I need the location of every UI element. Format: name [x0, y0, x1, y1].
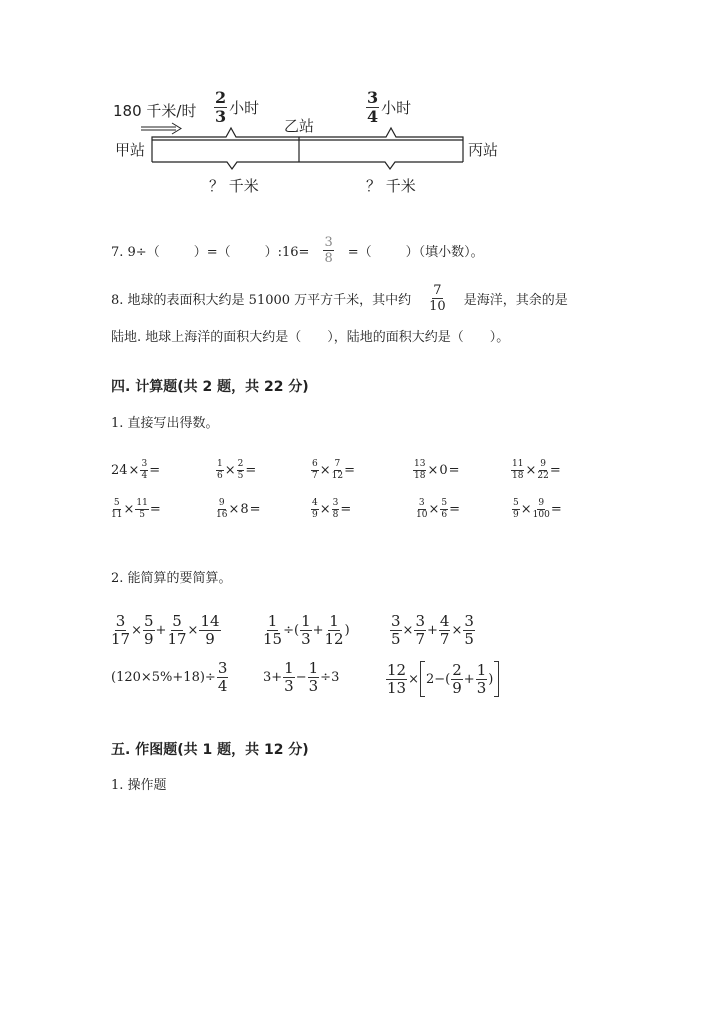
time-label-2: $\frac{3}{4}$ 小时: [367, 88, 412, 126]
station-c-label: 丙站: [468, 141, 499, 159]
unknown-distance-1: ？ 千米: [209, 177, 259, 195]
simplify-5: 3+ $\frac{1}{3}$ − $\frac{1}{3}$ ÷3: [263, 659, 340, 695]
speed-label: 180 千米/时: [113, 102, 197, 120]
time-label-1: $\frac{2}{3}$ 小时: [215, 88, 260, 126]
direct-calc-9: $\frac{3}{10}$ × $\frac{5}{6}$ =: [416, 498, 460, 520]
simplify-3: $\frac{3}{5}$ × $\frac{3}{7}$ + $\frac{4}{7}$ × $\frac{3}{5}$: [391, 612, 474, 648]
station-b-label: 乙站: [284, 117, 315, 135]
direct-calc-2: $\frac{1}{6}$ × $\frac{2}{5}$ =: [217, 459, 257, 481]
diagram-lines: [0, 0, 720, 210]
simplify-6: $\frac{12}{13}$ × 2−( $\frac{2}{9}$ + $\frac{1}{3}$ ): [386, 661, 499, 697]
unknown-distance-2: ？ 千米: [366, 177, 416, 195]
q8-fraction: $\frac{7}{10}$: [429, 283, 446, 314]
simplify-1: $\frac{3}{17}$ × $\frac{5}{9}$ + $\frac{5}{17}$ × $\frac{14}{9}$: [111, 612, 220, 648]
question-7: 7. 9÷（ ）=（ ）:16= $\frac{3}{8}$ =（ ）（填小数）。: [111, 235, 484, 266]
section-4-q2-title: 2. 能简算的要简算。: [111, 571, 232, 586]
direct-calc-6: $\frac{5}{11}$ × $\frac{11}{5}$ =: [111, 498, 161, 520]
direct-calc-5: $\frac{11}{18}$ × $\frac{9}{22}$ =: [512, 459, 561, 481]
question-8-line-1: 8. 地球的表面积大约是 51000 万平方千米，其中约 $\frac{7}{10}$ 是海洋，其余的是: [111, 283, 568, 314]
simplify-2: $\frac{1}{15}$ ÷( $\frac{1}{3}$ + $\frac{1}{12}$ ): [263, 612, 350, 648]
section-4-title: 四. 计算题(共 2 题，共 22 分): [111, 379, 309, 395]
direct-calc-3: $\frac{6}{7}$ × $\frac{7}{12}$ =: [312, 459, 355, 481]
section-4-q1-title: 1. 直接写出得数。: [111, 416, 219, 431]
question-8-line-2: 陆地. 地球上海洋的面积大约是（ ），陆地的面积大约是（ ）。: [111, 330, 510, 345]
direct-calc-10: $\frac{5}{9}$ × $\frac{9}{100}$ =: [513, 498, 562, 520]
q7-fraction: $\frac{3}{8}$: [324, 235, 333, 266]
simplify-4: (120×5%+18)÷ $\frac{3}{4}$: [111, 659, 228, 695]
station-a-label: 甲站: [115, 141, 146, 159]
direct-calc-8: $\frac{4}{9}$ × $\frac{3}{8}$ =: [312, 498, 352, 520]
direct-calc-4: $\frac{13}{18}$ × 0 =: [414, 459, 460, 481]
section-5-q1-title: 1. 操作题: [111, 778, 167, 793]
direct-calc-7: $\frac{9}{16}$ × 8 =: [216, 498, 261, 520]
section-5-title: 五. 作图题(共 1 题，共 12 分): [111, 742, 309, 758]
direct-calc-1: 24 × $\frac{3}{4}$ =: [111, 459, 161, 481]
